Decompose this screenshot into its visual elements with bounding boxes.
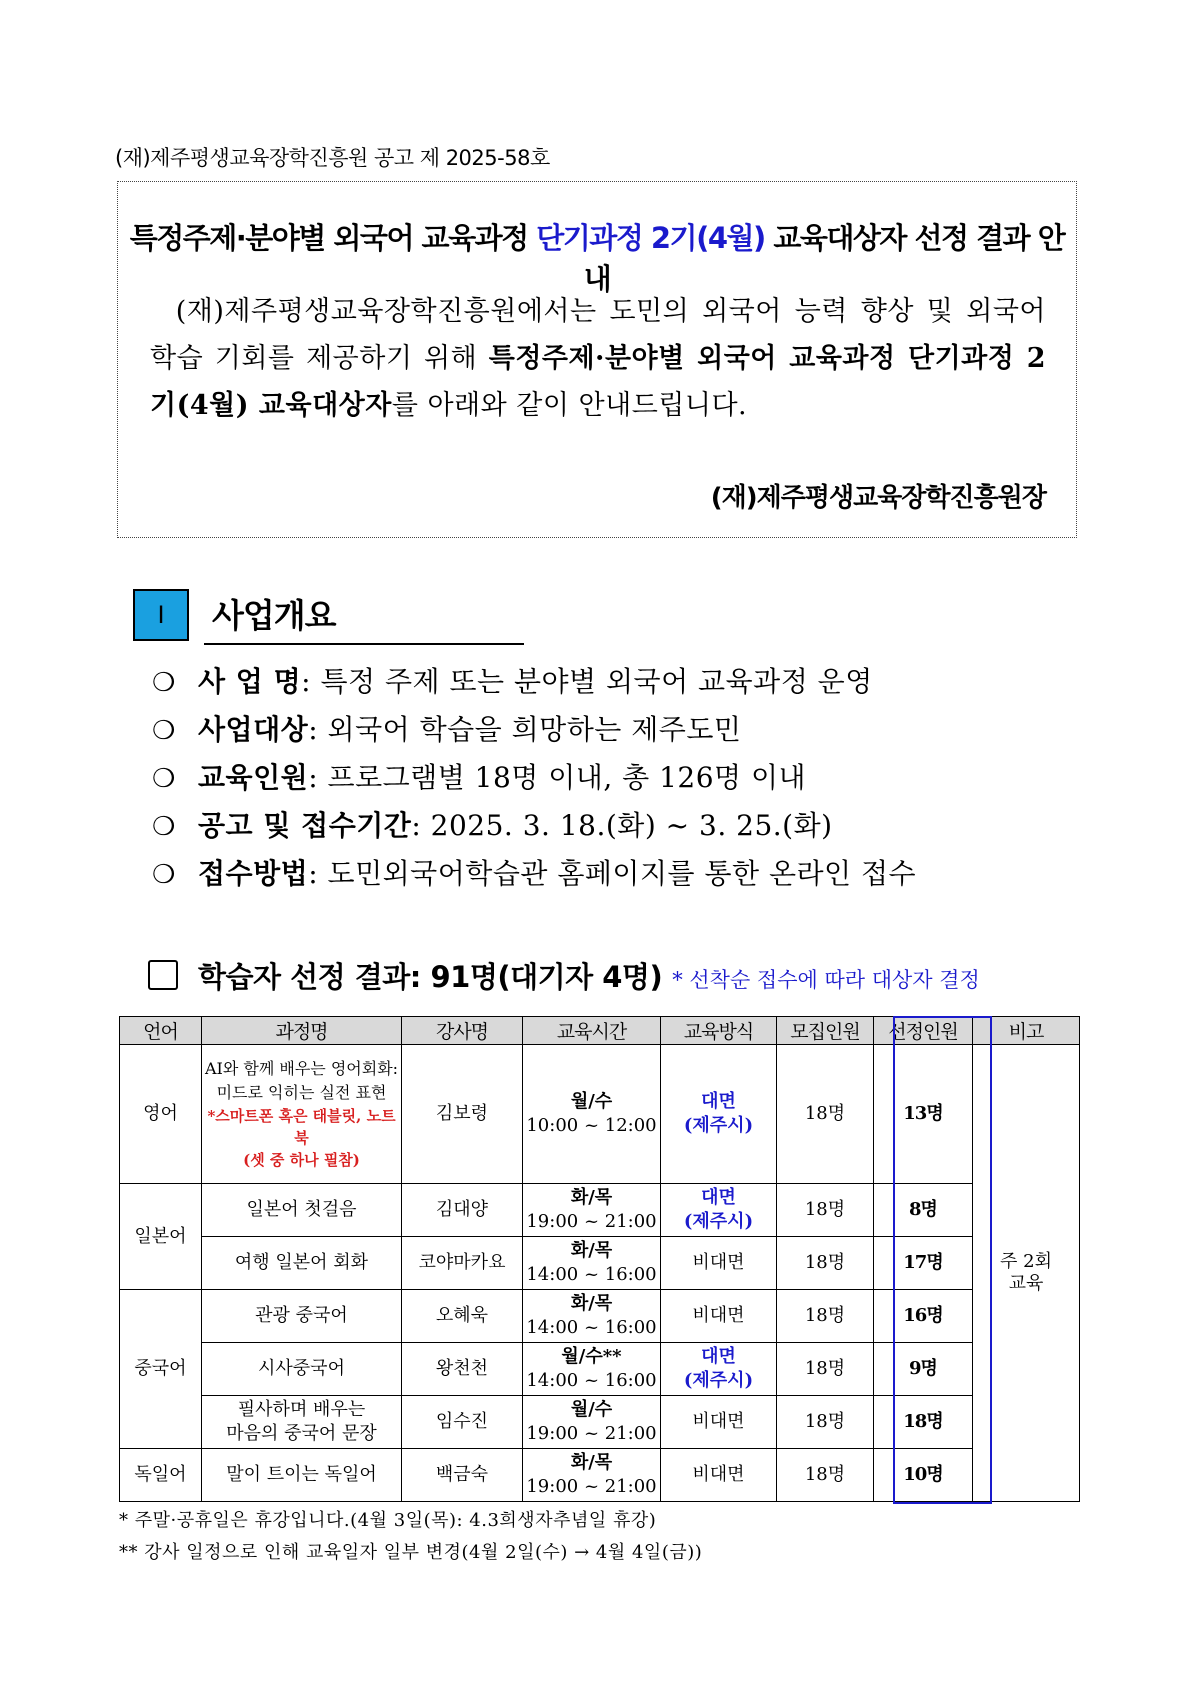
cell-course: 관광 중국어 xyxy=(202,1290,402,1343)
notice-title xyxy=(118,216,1076,298)
section-underline xyxy=(204,643,524,645)
cell-method: 비대면 xyxy=(661,1237,777,1290)
cell-selected: 8명 xyxy=(874,1184,973,1237)
notice-signature: (재)제주평생교육장학진흥원장 xyxy=(710,483,1046,513)
header-selected: 선정인원 xyxy=(874,1017,973,1045)
header-capacity: 모집인원 xyxy=(777,1017,874,1045)
cell-capacity: 18명 xyxy=(777,1290,874,1343)
cell-capacity: 18명 xyxy=(777,1237,874,1290)
result-title: 학습자 선정 결과: 91명(대기자 4명) xyxy=(198,960,663,994)
cell-selected: 10명 xyxy=(874,1449,973,1502)
cell-remark: 주 2회 교육 xyxy=(973,1045,1080,1502)
footnote: ** 강사 일정으로 인해 교육일자 일부 변경(4월 2일(수) → 4월 4일(금)) xyxy=(119,1542,703,1563)
notice-number: (재)제주평생교육장학진흥원 공고 제 2025-58호 xyxy=(115,146,550,170)
result-note: * 선착순 접수에 따라 대상자 결정 xyxy=(672,968,980,992)
cell-schedule: 월/수 10:00 ~ 12:00 xyxy=(523,1045,661,1184)
table-row xyxy=(120,1449,1080,1502)
notice-title-part1: 특정주제·분야별 외국어 교육과정 xyxy=(129,221,537,255)
cell-language: 일본어 xyxy=(120,1184,202,1290)
section-title: 사업개요 xyxy=(212,596,336,635)
footnotes xyxy=(119,1505,702,1569)
notice-body-bold: 특정주제·분야별 외국어 교육과정 단기과정 2기(4월) 교육대상자 xyxy=(150,343,1046,421)
cell-capacity: 18명 xyxy=(777,1343,874,1396)
cell-method: 대면 (제주시) xyxy=(661,1343,777,1396)
cell-instructor: 백금숙 xyxy=(402,1449,523,1502)
cell-language: 중국어 xyxy=(120,1290,202,1449)
circle-bullet-icon: ❍ xyxy=(152,764,176,794)
cell-selected: 17명 xyxy=(874,1237,973,1290)
cell-capacity: 18명 xyxy=(777,1184,874,1237)
cell-instructor: 김보령 xyxy=(402,1045,523,1184)
notice-body xyxy=(150,288,1046,429)
cell-selected: 18명 xyxy=(874,1396,973,1449)
header-schedule: 교육시간 xyxy=(523,1017,661,1045)
cell-schedule: 월/수 19:00 ~ 21:00 xyxy=(523,1396,661,1449)
cell-course: 시사중국어 xyxy=(202,1343,402,1396)
circle-bullet-icon: ❍ xyxy=(152,716,176,746)
cell-course: 일본어 첫걸음 xyxy=(202,1184,402,1237)
cell-instructor: 임수진 xyxy=(402,1396,523,1449)
cell-selected: 16명 xyxy=(874,1290,973,1343)
checkbox-icon xyxy=(148,960,178,990)
circle-bullet-icon: ❍ xyxy=(152,668,176,698)
header-remark: 비고 xyxy=(973,1017,1080,1045)
notice-body-part2: 를 아래와 같이 안내드립니다. xyxy=(391,390,748,421)
cell-selected: 9명 xyxy=(874,1343,973,1396)
cell-schedule: 화/목 14:00 ~ 16:00 xyxy=(523,1290,661,1343)
cell-method: 대면 (제주시) xyxy=(661,1184,777,1237)
selection-result-table xyxy=(119,1016,1080,1502)
table-row xyxy=(120,1045,1080,1184)
overview-item: ❍ 접수방법: 도민외국어학습관 홈페이지를 통한 온라인 접수 xyxy=(152,850,916,898)
cell-method: 비대면 xyxy=(661,1449,777,1502)
cell-method: 비대면 xyxy=(661,1290,777,1343)
circle-bullet-icon: ❍ xyxy=(152,812,176,842)
cell-instructor: 왕천천 xyxy=(402,1343,523,1396)
cell-capacity: 18명 xyxy=(777,1449,874,1502)
cell-method: 비대면 xyxy=(661,1396,777,1449)
table-row xyxy=(120,1290,1080,1343)
footnote: * 주말·공휴일은 휴강입니다.(4월 3일(목): 4.3희생자추념일 휴강) xyxy=(119,1510,657,1531)
notice-box xyxy=(117,181,1077,538)
table-row xyxy=(120,1184,1080,1237)
overview-item: ❍ 공고 및 접수기간: 2025. 3. 18.(화) ~ 3. 25.(화) xyxy=(152,802,916,850)
section-number-badge: Ⅰ xyxy=(133,589,189,641)
cell-course: 여행 일본어 회화 xyxy=(202,1237,402,1290)
result-heading xyxy=(148,955,980,996)
cell-schedule: 월/수** 14:00 ~ 16:00 xyxy=(523,1343,661,1396)
overview-list xyxy=(152,658,916,898)
table-row xyxy=(120,1343,1080,1396)
header-language: 언어 xyxy=(120,1017,202,1045)
overview-item: ❍ 교육인원: 프로그램별 18명 이내, 총 126명 이내 xyxy=(152,754,916,802)
cell-method: 대면 (제주시) xyxy=(661,1045,777,1184)
table-row xyxy=(120,1396,1080,1449)
cell-schedule: 화/목 19:00 ~ 21:00 xyxy=(523,1184,661,1237)
table-row xyxy=(120,1237,1080,1290)
cell-schedule: 화/목 19:00 ~ 21:00 xyxy=(523,1449,661,1502)
cell-schedule: 화/목 14:00 ~ 16:00 xyxy=(523,1237,661,1290)
header-instructor: 강사명 xyxy=(402,1017,523,1045)
cell-instructor: 코야마카요 xyxy=(402,1237,523,1290)
cell-course: 필사하며 배우는 마음의 중국어 문장 xyxy=(202,1396,402,1449)
notice-body-part1: (재)제주평생교육장학진흥원에서는 도민의 외국어 능력 향상 및 외국어 학습 기회를 제공하기 위해 xyxy=(150,296,1046,374)
notice-title-part2: 교육대상자 선정 결과 안내 xyxy=(583,221,1065,296)
cell-course: 말이 트이는 독일어 xyxy=(202,1449,402,1502)
table-header-row xyxy=(120,1017,1080,1045)
overview-item: ❍ 사 업 명: 특정 주제 또는 분야별 외국어 교육과정 운영 xyxy=(152,658,916,706)
notice-title-highlight: 단기과정 2기(4월) xyxy=(536,221,765,255)
cell-capacity: 18명 xyxy=(777,1396,874,1449)
cell-language: 독일어 xyxy=(120,1449,202,1502)
overview-item: ❍ 사업대상: 외국어 학습을 희망하는 제주도민 xyxy=(152,706,916,754)
header-course: 과정명 xyxy=(202,1017,402,1045)
header-method: 교육방식 xyxy=(661,1017,777,1045)
cell-instructor: 김대양 xyxy=(402,1184,523,1237)
cell-selected: 13명 xyxy=(874,1045,973,1184)
cell-course: AI와 함께 배우는 영어회화: 미드로 익히는 실전 표현 *스마트폰 혹은 태블릿, 노트북 (셋 중 하나 필참) xyxy=(202,1045,402,1184)
circle-bullet-icon: ❍ xyxy=(152,860,176,890)
cell-language: 영어 xyxy=(120,1045,202,1184)
cell-capacity: 18명 xyxy=(777,1045,874,1184)
cell-instructor: 오혜욱 xyxy=(402,1290,523,1343)
